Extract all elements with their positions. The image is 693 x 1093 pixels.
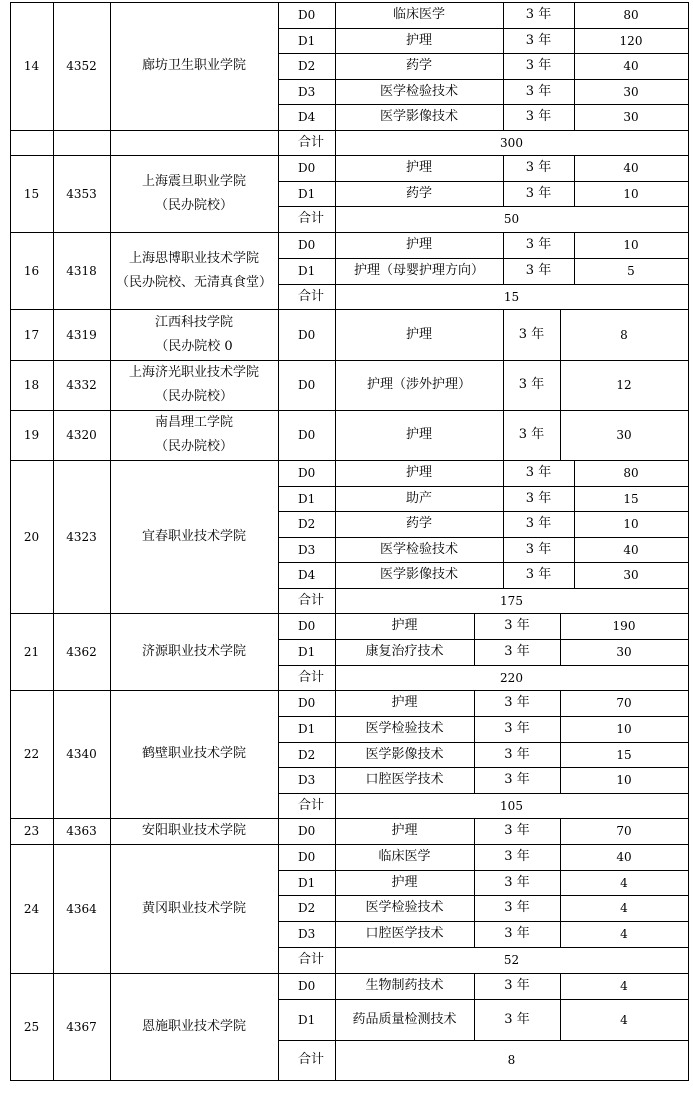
major-name: 药学	[405, 185, 432, 201]
major-name: 护理	[405, 160, 432, 175]
row-number: 18	[23, 378, 40, 392]
major-code: D0	[298, 979, 316, 993]
row-number: 22	[23, 747, 40, 761]
table-border	[574, 460, 575, 486]
school-code: 4340	[66, 747, 97, 761]
row-number: 17	[23, 327, 40, 342]
major-code: D3	[298, 542, 316, 557]
table-border	[574, 562, 575, 588]
table-border	[560, 742, 561, 767]
school-name: （民办院校、无清真食堂）	[115, 274, 272, 290]
quota: 40	[623, 542, 639, 557]
major-code: D1	[298, 875, 316, 890]
table-border	[474, 999, 475, 1040]
total-value: 8	[507, 1053, 516, 1067]
table-border	[474, 895, 475, 921]
major-name: 口腔医学技术	[365, 926, 444, 941]
major-code: D3	[298, 773, 316, 787]
table-border	[474, 767, 475, 793]
total-label: 合计	[298, 211, 325, 226]
total-label: 合计	[298, 669, 325, 685]
major-code: D2	[298, 901, 316, 915]
table-border	[560, 410, 561, 460]
table-border	[574, 104, 575, 130]
major-code: D0	[298, 327, 316, 342]
major-code: D4	[298, 110, 316, 124]
table-border	[560, 613, 561, 639]
school-code: 4332	[66, 378, 97, 392]
school-code: 4352	[66, 59, 97, 73]
school-code: 4363	[66, 824, 97, 838]
school-name: 上海思博职业技术学院	[128, 250, 259, 266]
table-border	[560, 716, 561, 742]
school-name: 上海震旦职业学院	[141, 173, 246, 189]
table-border	[688, 2, 689, 1080]
quota: 80	[623, 466, 639, 480]
school-name: 济源职业技术学院	[141, 643, 246, 659]
total-label: 合计	[298, 797, 325, 813]
table-border	[574, 537, 575, 562]
table-border	[10, 1080, 689, 1081]
major-name: 护理（母婴护理方向）	[353, 263, 484, 278]
major-name: 护理	[405, 237, 432, 252]
major-name: 护理	[391, 874, 418, 890]
school-name: （民办院校）	[154, 389, 233, 404]
study-years: 3 年	[525, 541, 552, 557]
study-years: 3 年	[504, 772, 530, 787]
study-years: 3 年	[525, 7, 552, 22]
table-border	[474, 742, 475, 767]
table-border	[574, 258, 575, 284]
major-name: 临床医学	[378, 849, 431, 864]
major-name: 护理	[405, 32, 432, 48]
study-years: 3 年	[525, 263, 552, 278]
major-name: 助产	[405, 490, 432, 506]
quota: 30	[623, 84, 639, 99]
quota: 70	[616, 824, 632, 838]
row-number: 24	[23, 901, 40, 916]
study-years: 3 年	[525, 160, 552, 175]
school-name: 廊坊卫生职业学院	[141, 58, 246, 73]
total-label: 合计	[298, 288, 325, 304]
table-border	[560, 690, 561, 716]
quota: 4	[620, 979, 628, 993]
table-border	[574, 511, 575, 537]
table-border	[474, 844, 475, 870]
table-border	[503, 2, 504, 28]
school-name: 江西科技学院	[154, 314, 233, 330]
school-code: 4323	[66, 529, 97, 544]
major-code: D0	[298, 466, 316, 480]
school-code: 4318	[66, 263, 97, 278]
row-number: 23	[23, 824, 40, 838]
table-border	[503, 360, 504, 410]
quota: 4	[620, 875, 628, 890]
row-number: 14	[23, 59, 40, 73]
study-years: 3 年	[504, 978, 530, 993]
total-label: 合计	[298, 134, 325, 150]
table-border	[503, 155, 504, 181]
major-code: D1	[298, 186, 316, 201]
quota: 190	[612, 619, 636, 633]
row-number: 20	[23, 529, 40, 544]
table-border	[503, 104, 504, 130]
total-value: 300	[500, 135, 523, 150]
table-border	[560, 360, 561, 410]
table-border	[560, 639, 561, 665]
table-border	[560, 999, 561, 1040]
table-border	[574, 181, 575, 206]
table-border	[503, 309, 504, 360]
quota: 4	[620, 901, 628, 915]
table-border	[474, 921, 475, 947]
table-border	[574, 28, 575, 53]
study-years: 3 年	[504, 644, 530, 659]
quota: 10	[616, 773, 632, 787]
quota: 15	[616, 747, 632, 762]
table-border	[503, 537, 504, 562]
school-code: 4364	[66, 901, 97, 916]
major-name: 医学影像技术	[379, 109, 458, 124]
table-border	[560, 870, 561, 895]
table-border	[503, 53, 504, 79]
table-border	[574, 79, 575, 104]
table-border	[560, 818, 561, 844]
major-code: D0	[298, 378, 316, 392]
major-name: 医学检验技术	[379, 541, 458, 557]
quota: 10	[616, 722, 632, 736]
study-years: 3 年	[525, 83, 552, 99]
major-code: D0	[298, 8, 316, 22]
quota: 40	[623, 59, 639, 73]
quota: 40	[616, 850, 632, 864]
total-value: 105	[500, 798, 523, 813]
row-number: 16	[23, 263, 40, 278]
major-name: 护理	[391, 618, 418, 633]
major-name: 临床医学	[392, 7, 445, 22]
total-value: 50	[503, 212, 520, 226]
table-border	[474, 613, 475, 639]
quota: 4	[620, 927, 628, 941]
major-code: D0	[298, 824, 316, 838]
major-code: D4	[298, 568, 316, 582]
row-number: 25	[23, 1019, 40, 1034]
major-name: 护理	[405, 326, 432, 342]
total-label: 合计	[298, 1052, 325, 1067]
quota: 5	[627, 264, 635, 278]
school-name: 上海济光职业技术学院	[128, 365, 259, 380]
table-border	[503, 410, 504, 460]
table-border	[503, 486, 504, 511]
table-border	[474, 690, 475, 716]
quota: 10	[623, 517, 639, 531]
major-code: D2	[298, 517, 316, 531]
major-code: D1	[298, 722, 316, 736]
study-years: 3 年	[525, 516, 552, 531]
quota: 70	[616, 696, 632, 710]
school-code: 4320	[66, 428, 97, 442]
table-border	[574, 2, 575, 28]
major-code: D0	[298, 161, 316, 175]
table-border	[474, 973, 475, 999]
school-name: （民办院校）	[154, 197, 233, 213]
school-code: 4319	[66, 327, 97, 342]
major-name: 药学	[405, 58, 432, 73]
major-name: 药品质量检测技术	[352, 1011, 457, 1027]
study-years: 3 年	[504, 823, 530, 838]
table-border	[474, 818, 475, 844]
total-label: 合计	[298, 592, 325, 608]
major-name: 口腔医学技术	[365, 772, 444, 787]
study-years: 3 年	[525, 109, 552, 124]
quota: 120	[619, 33, 643, 48]
quota: 10	[623, 186, 639, 201]
quota: 80	[623, 8, 639, 22]
row-number: 21	[23, 644, 40, 659]
major-name: 护理	[405, 427, 432, 442]
study-years: 3 年	[504, 874, 530, 890]
school-name: 鹤壁职业技术学院	[141, 746, 246, 761]
table-border	[560, 844, 561, 870]
study-years: 3 年	[504, 746, 530, 762]
major-code: D1	[298, 491, 316, 506]
major-name: 护理（涉外护理）	[366, 377, 471, 392]
study-years: 3 年	[525, 185, 552, 201]
study-years: 3 年	[525, 490, 552, 506]
table-border	[560, 895, 561, 921]
table-border	[560, 309, 561, 360]
row-number: 15	[23, 186, 40, 201]
total-label: 合计	[298, 952, 325, 967]
major-name: 医学检验技术	[365, 900, 444, 915]
quota: 12	[616, 378, 632, 392]
major-name: 医学检验技术	[379, 83, 458, 99]
quota: 30	[623, 568, 639, 582]
table-border	[560, 767, 561, 793]
table-border	[503, 511, 504, 537]
quota: 30	[623, 110, 639, 124]
quota: 30	[616, 428, 632, 442]
study-years: 3 年	[504, 926, 530, 941]
table-border	[574, 232, 575, 258]
total-value: 15	[503, 289, 520, 304]
total-value: 220	[500, 670, 523, 685]
table-border	[503, 28, 504, 53]
major-code: D0	[298, 696, 316, 710]
table-border	[574, 155, 575, 181]
row-number: 19	[23, 428, 40, 442]
major-code: D3	[298, 927, 316, 941]
school-name: 恩施职业技术学院	[141, 1018, 246, 1034]
total-value: 52	[503, 953, 520, 967]
school-name: （民办院校）	[154, 439, 233, 454]
study-years: 3 年	[504, 721, 530, 736]
table-border	[503, 79, 504, 104]
major-code: D0	[298, 238, 316, 252]
table-border	[503, 181, 504, 206]
study-years: 3 年	[525, 465, 552, 480]
major-name: 医学影像技术	[379, 567, 458, 582]
school-name: 南昌理工学院	[154, 415, 233, 430]
table-border	[503, 258, 504, 284]
major-name: 护理	[405, 465, 432, 480]
table-border	[474, 870, 475, 895]
study-years: 3 年	[525, 237, 552, 252]
major-code: D1	[298, 33, 316, 48]
study-years: 3 年	[504, 1011, 530, 1027]
major-code: D2	[298, 59, 316, 73]
study-years: 3 年	[504, 695, 530, 710]
study-years: 3 年	[504, 900, 530, 915]
major-name: 医学影像技术	[365, 746, 444, 762]
total-value: 175	[500, 593, 523, 608]
school-code: 4353	[66, 186, 97, 201]
table-border	[503, 232, 504, 258]
table-border	[503, 460, 504, 486]
table-border	[560, 973, 561, 999]
major-code: D1	[298, 264, 316, 278]
study-years: 3 年	[518, 427, 545, 442]
major-name: 康复治疗技术	[365, 644, 444, 659]
major-code: D2	[298, 747, 316, 762]
quota: 4	[620, 1012, 628, 1027]
major-name: 药学	[405, 516, 432, 531]
study-years: 3 年	[518, 326, 545, 342]
quota: 15	[623, 491, 639, 506]
school-code: 4367	[66, 1019, 97, 1034]
major-code: D0	[298, 850, 316, 864]
table-border	[560, 921, 561, 947]
major-code: D0	[298, 619, 316, 633]
major-name: 医学检验技术	[365, 721, 444, 736]
major-code: D3	[298, 84, 316, 99]
study-years: 3 年	[525, 567, 552, 582]
major-code: D1	[298, 1012, 316, 1027]
study-years: 3 年	[518, 377, 545, 392]
quota: 40	[623, 161, 639, 175]
major-name: 护理	[391, 823, 418, 838]
table-border	[474, 716, 475, 742]
school-name: 黄冈职业技术学院	[141, 900, 246, 916]
table-border	[474, 639, 475, 665]
table-border	[574, 53, 575, 79]
quota: 8	[620, 327, 628, 342]
table-border	[574, 486, 575, 511]
quota: 30	[616, 645, 632, 659]
study-years: 3 年	[504, 849, 530, 864]
school-name: 宜春职业技术学院	[141, 528, 246, 544]
school-name: 安阳职业技术学院	[141, 823, 246, 838]
quota: 10	[623, 238, 639, 252]
school-code: 4362	[66, 644, 97, 659]
table-border	[503, 562, 504, 588]
major-name: 护理	[391, 695, 418, 710]
major-name: 生物制药技术	[365, 978, 444, 993]
major-code: D1	[298, 645, 316, 659]
study-years: 3 年	[525, 32, 552, 48]
study-years: 3 年	[504, 618, 530, 633]
study-years: 3 年	[525, 58, 552, 73]
major-code: D0	[298, 428, 316, 442]
school-name: （民办院校 0	[155, 338, 233, 354]
